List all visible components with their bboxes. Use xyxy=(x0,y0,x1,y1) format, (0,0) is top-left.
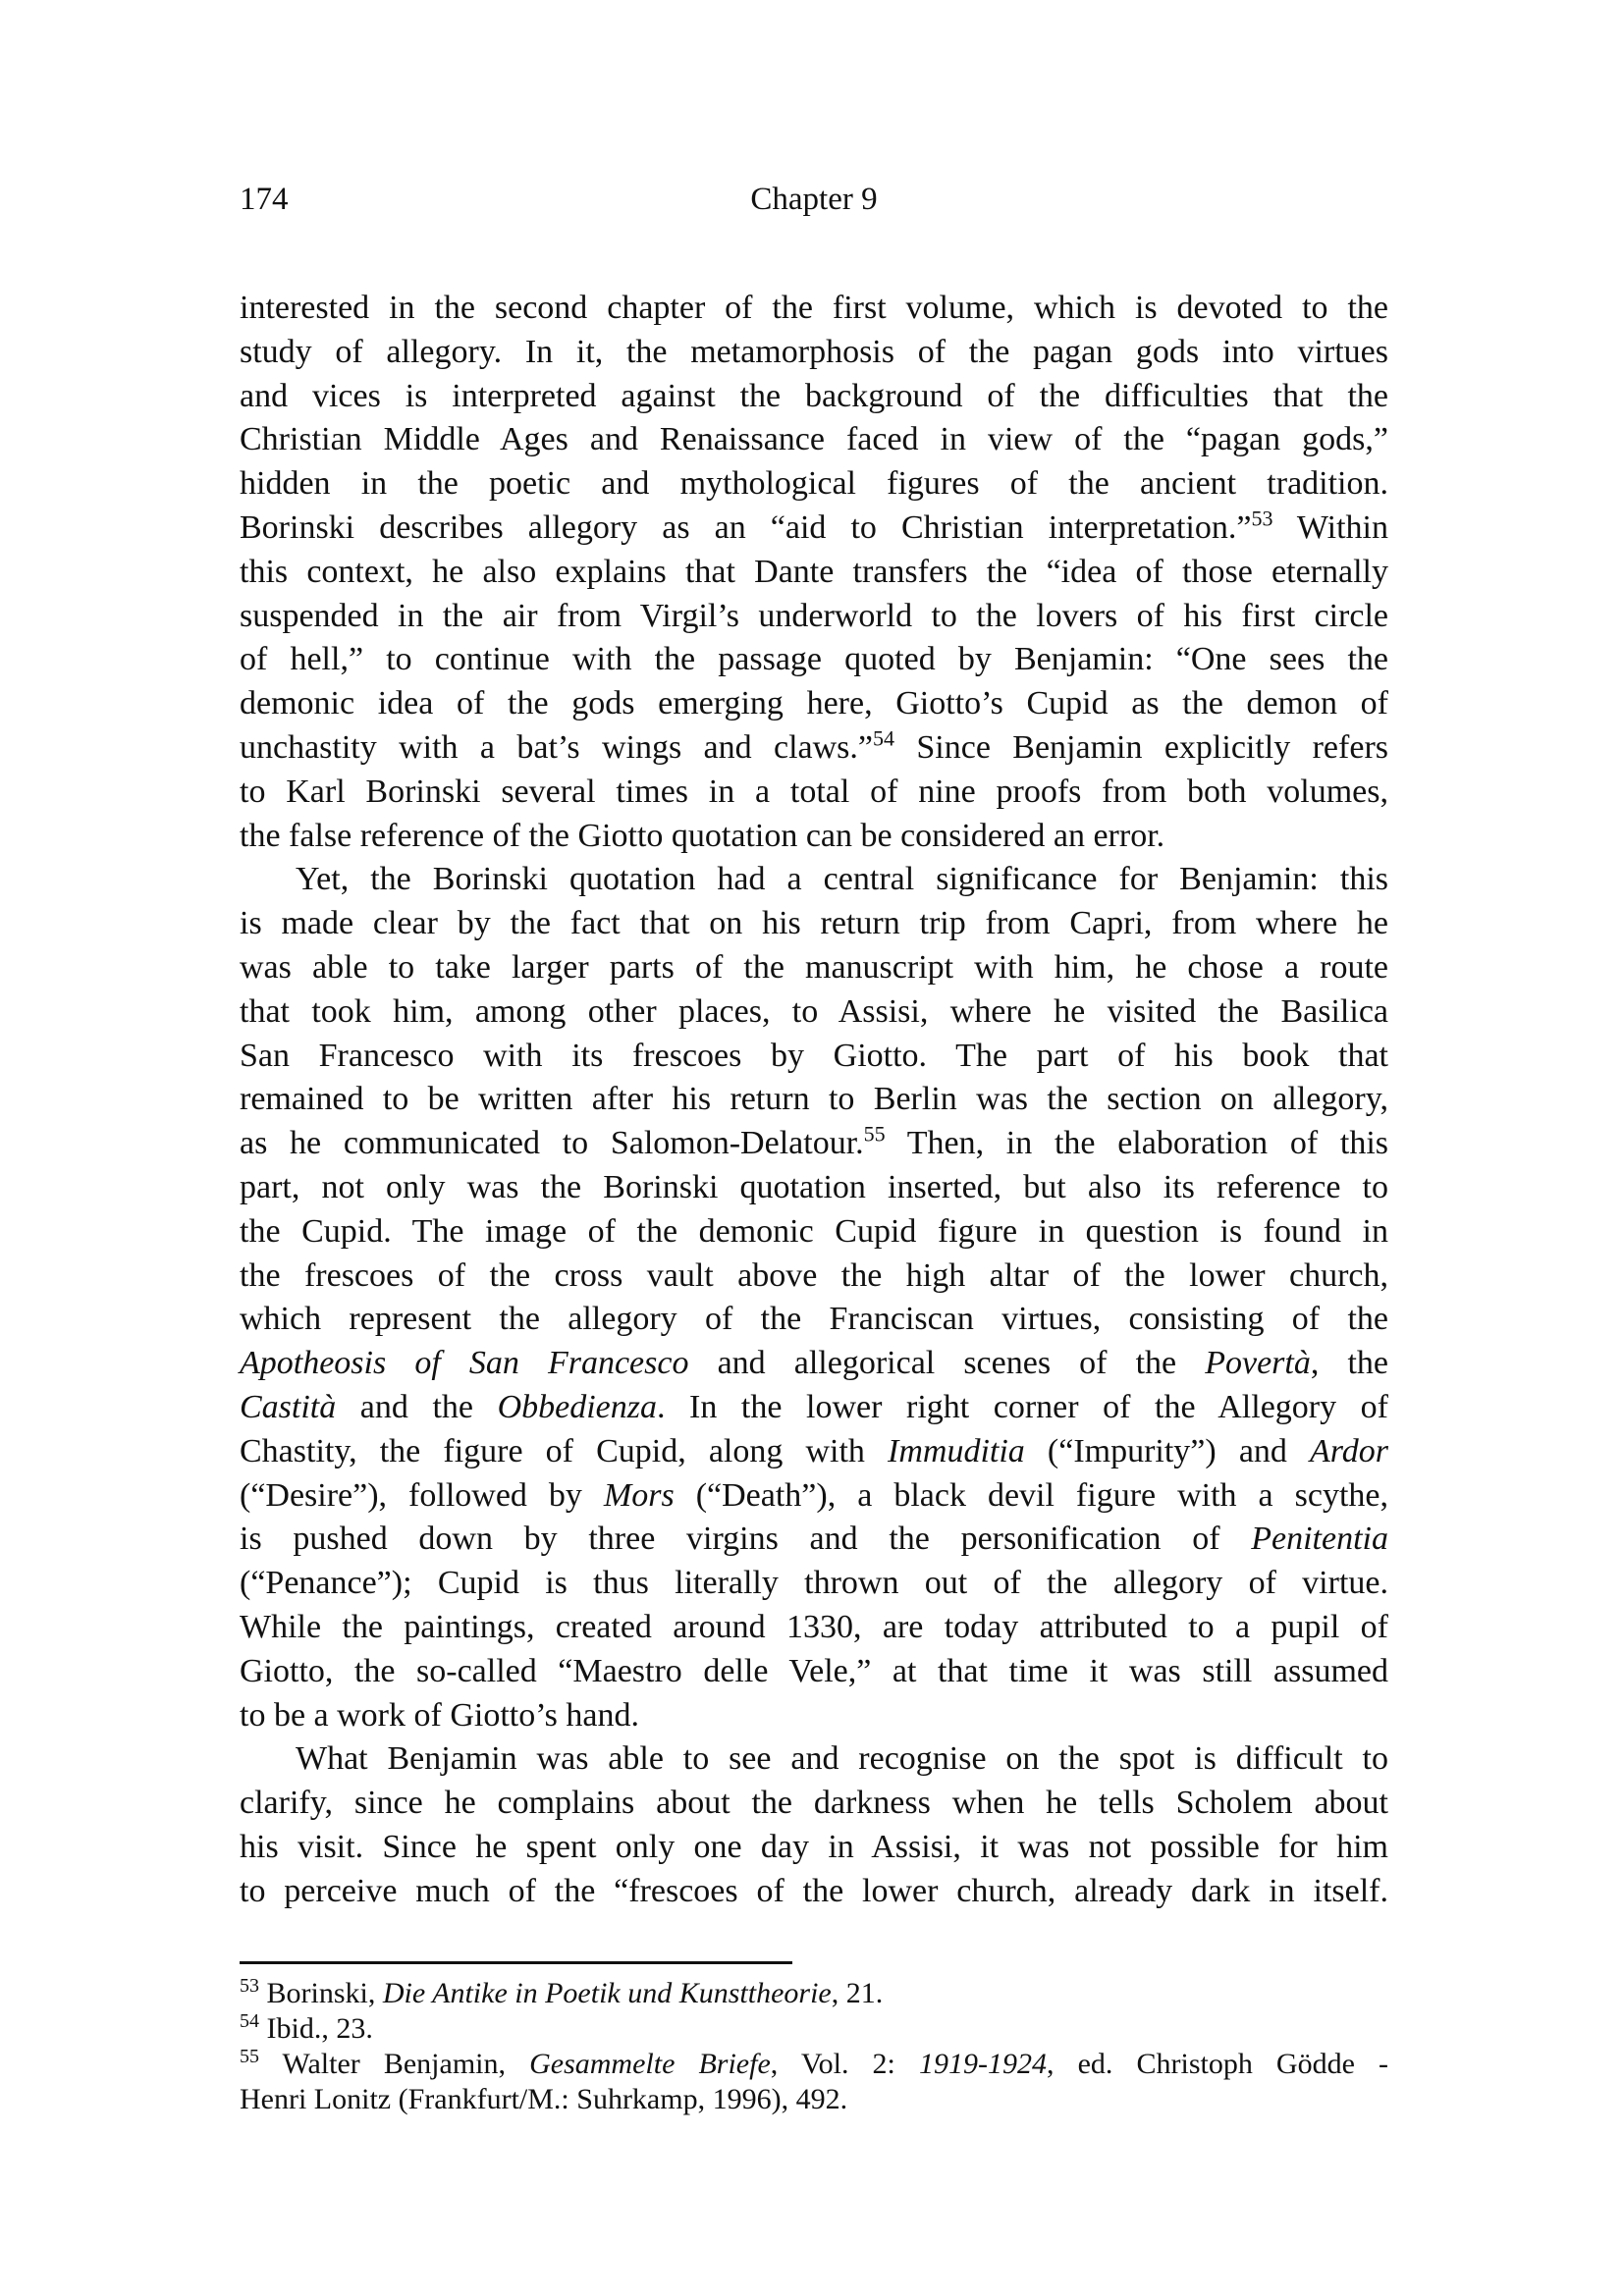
text-line: suspended in the air from Virgil’s underworld to the lovers of his first circle xyxy=(240,597,1388,634)
text-line: hidden in the poetic and mythological figures of the ancient tradition. xyxy=(240,465,1388,503)
text-line: to Karl Borinski several times in a total of nine proofs from both volumes, xyxy=(240,773,1388,810)
text-line: to perceive much of the “frescoes of the lower church, already dark in itself. xyxy=(240,1872,1388,1909)
text-line: clarify, since he complains about the darkness when he tells Scholem about xyxy=(240,1785,1388,1822)
footnote-ref-54[interactable]: 54 xyxy=(873,725,895,751)
page-number: 174 xyxy=(240,182,289,217)
running-head xyxy=(240,175,1388,224)
text-line: the false reference of the Giotto quotation can be considered an error. xyxy=(240,817,1165,854)
text-line: While the paintings, created around 1330, are today attributed to a pupil of xyxy=(240,1608,1388,1645)
text-line: the Cupid. The image of the demonic Cupid figure in question is found in xyxy=(240,1212,1388,1250)
paragraph-3 xyxy=(240,1737,1388,1913)
footnote-number: 55 xyxy=(240,2046,259,2067)
footnote-number: 54 xyxy=(240,2010,259,2032)
footnote-ref-55[interactable]: 55 xyxy=(863,1121,886,1147)
footnote-54 xyxy=(240,2011,1388,2047)
text-line: What Benjamin was able to see and recognise on the spot is difficult to xyxy=(296,1740,1388,1778)
footnote-55 xyxy=(240,2047,1388,2117)
footnotes xyxy=(240,1976,1388,2117)
text-line: Christian Middle Ages and Renaissance faced in view of the “pagan gods,” xyxy=(240,421,1388,458)
text-line: study of allegory. In it, the metamorphosis of the pagan gods into virtues xyxy=(240,333,1388,370)
text-line: Castità and the Obbedienza. In the lower right corner of the Allegory of xyxy=(240,1388,1388,1425)
text-line: Borinski describes allegory as an “aid to Christian interpretation.”$^{53}$ Within xyxy=(240,506,1388,546)
text-line: was able to take larger parts of the manuscript with him, he chose a route xyxy=(240,948,1388,986)
text-line: to be a work of Giotto’s hand. xyxy=(240,1696,639,1734)
text-line: the frescoes of the cross vault above the high altar of the lower church, xyxy=(240,1256,1388,1294)
text-line: interested in the second chapter of the first volume, which is devoted to the xyxy=(240,290,1388,326)
text-line: this context, he also explains that Dante transfers the “idea of those eternally xyxy=(240,553,1388,590)
text-line: (“Penance”); Cupid is thus literally thrown out of the allegory of virtue. xyxy=(240,1565,1388,1602)
text-line: which represent the allegory of the Franciscan virtues, consisting of the xyxy=(240,1301,1388,1338)
footnote-line: Henri Lonitz (Frankfurt/M.: Suhrkamp, 1996), 492. xyxy=(240,2083,848,2115)
footnote-line: $^{55}$ Walter Benjamin, Gesammelte Briefe, Vol. 2: 1919-1924, ed. Christoph Gödde - xyxy=(240,2046,1388,2080)
text-line: part, not only was the Borinski quotation inserted, but also its reference to xyxy=(240,1168,1388,1205)
text-line: unchastity with a bat’s wings and claws.”$^{54}$ Since Benjamin explicitly refers xyxy=(240,725,1388,766)
footnote-ref-53[interactable]: 53 xyxy=(1251,506,1273,531)
text-line: that took him, among other places, to Assisi, where he visited the Basilica xyxy=(240,992,1388,1030)
footnote-separator xyxy=(240,1961,792,1964)
text-line: Giotto, the so-called “Maestro delle Vele,” at that time it was still assumed xyxy=(240,1652,1388,1689)
text-line: remained to be written after his return to Berlin was the section on allegory, xyxy=(240,1081,1388,1118)
text-line: demonic idea of the gods emerging here, Giotto’s Cupid as the demon of xyxy=(240,685,1388,722)
paragraph-2 xyxy=(240,858,1388,1737)
footnote-line: $^{54}$ Ibid., 23. xyxy=(240,2010,373,2045)
text-line: Apotheosis of San Francesco and allegorical scenes of the Povertà, the xyxy=(240,1345,1388,1382)
text-line: as he communicated to Salomon-Delatour.$^{55}$ Then, in the elaboration of this xyxy=(240,1121,1389,1162)
text-line: is made clear by the fact that on his return trip from Capri, from where he xyxy=(240,905,1388,942)
body-text xyxy=(240,287,1388,1913)
paragraph-1 xyxy=(240,287,1388,858)
text-line: of hell,” to continue with the passage quoted by Benjamin: “One sees the xyxy=(240,641,1388,678)
footnote-number: 53 xyxy=(240,1975,259,1997)
footnote-53 xyxy=(240,1976,1388,2011)
text-line: (“Desire”), followed by Mors (“Death”), a black devil figure with a scythe, xyxy=(240,1476,1388,1514)
text-line: and vices is interpreted against the background of the difficulties that the xyxy=(240,377,1388,414)
text-line: his visit. Since he spent only one day in Assisi, it was not possible for him xyxy=(240,1828,1388,1865)
text-line: is pushed down by three virgins and the personification of Penitentia xyxy=(240,1521,1388,1558)
footnote-line: $^{53}$ Borinski, Die Antike in Poetik und Kunsttheorie, 21. xyxy=(240,1975,884,2009)
text-line: Yet, the Borinski quotation had a central significance for Benjamin: this xyxy=(296,861,1388,898)
text-line: Chastity, the figure of Cupid, along with Immuditia (“Impurity”) and Ardor xyxy=(240,1432,1388,1469)
text-line: San Francesco with its frescoes by Giotto. The part of his book that xyxy=(240,1037,1388,1074)
chapter-title: Chapter 9 xyxy=(750,182,878,217)
